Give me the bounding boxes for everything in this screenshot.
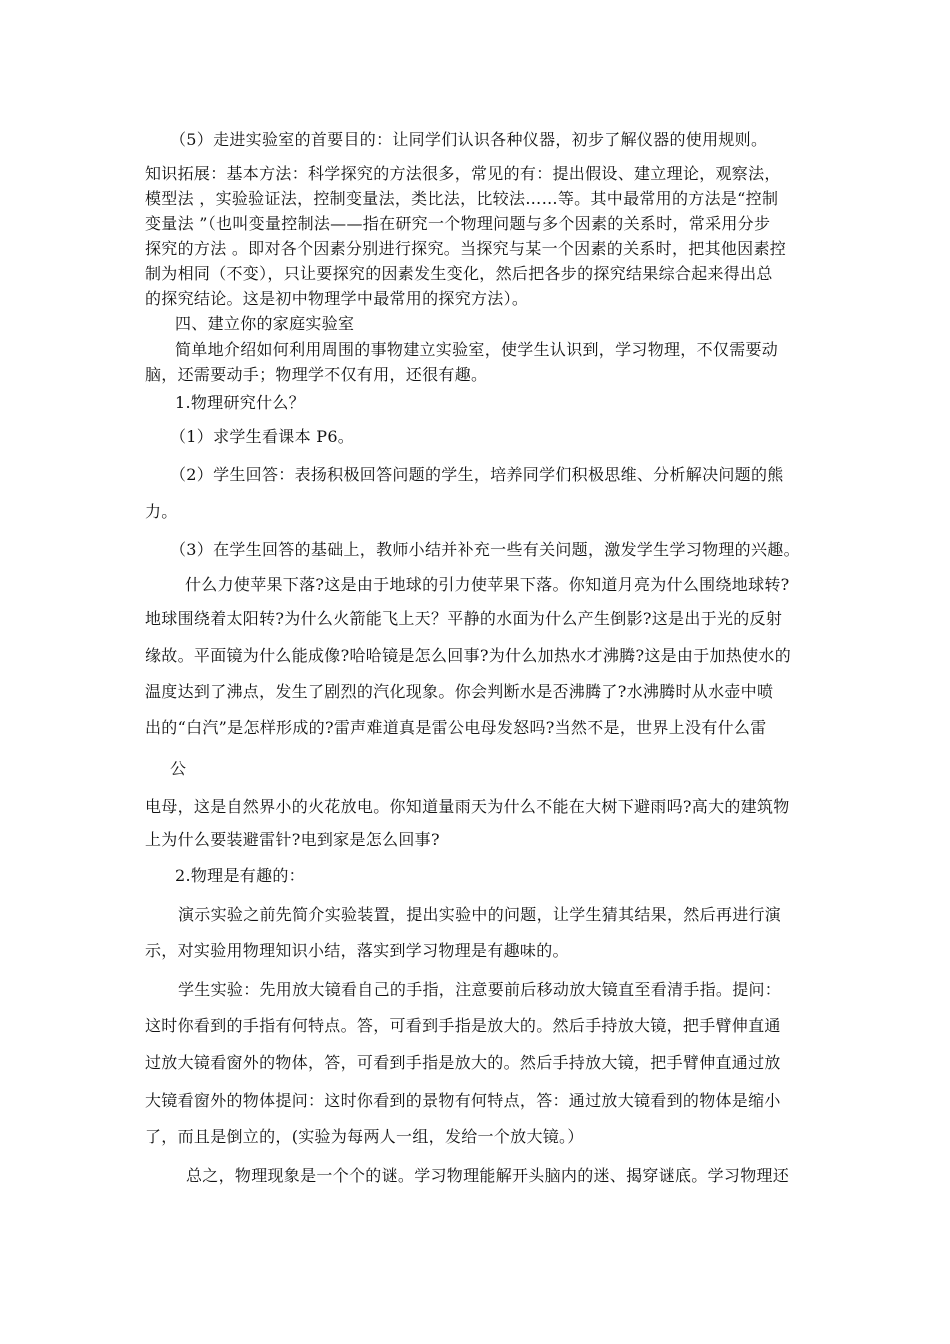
questions-line-5: 出的“白汽”是怎样形成的?雷声难道真是雷公电母发怒吗?当然不是，世界上没有什么雷 [145, 718, 767, 737]
knowledge-extension-line-4: 探究的方法 。即对各个因素分别进行探究。当探究与某一个因素的关系时，把其他因素控 [145, 239, 787, 258]
knowledge-extension-line-5: 制为相同（不变），只让要探究的因素发生变化，然后把各步的探究结果综合起来得出总 [145, 264, 773, 283]
questions-line-2: 地球围绕着太阳转?为什么火箭能飞上天？平静的水面为什么产生倒影?这是出于光的反射 [145, 609, 783, 628]
summary-paragraph-line-1: 总之，物理现象是一个个的谜。学习物理能解开头脑内的迷、揭穿谜底。学习物理还 [186, 1166, 790, 1185]
demo-paragraph-line-1: 演示实验之前先简介实验装置，提出实验中的问题，让学生猜其结果，然后再进行演 [178, 905, 782, 924]
item-textbook-p6: （1）求学生看课本 P6。 [170, 427, 355, 446]
subheading-physics-is-fun: 2.物理是有趣的： [175, 866, 305, 885]
demo-paragraph-line-2: 示，对实验用物理知识小结，落实到学习物理是有趣味的。 [145, 941, 569, 960]
item-student-answer-line-2: 力。 [145, 502, 178, 521]
questions-line-3: 缘故。平面镜为什么能成像?哈哈镜是怎么回事?为什么加热水才沸腾?这是由于加热使水的 [145, 646, 792, 665]
questions-line-4: 温度达到了沸点，发生了剧烈的汽化现象。你会判断水是否沸腾了?水沸腾时从水壶中喷 [145, 682, 774, 701]
questions-line-6: 公 [170, 759, 187, 778]
paragraph-instrument-goal: （5）走进实验室的首要目的：让同学们认识各种仪器，初步了解仪器的使用规则。 [170, 130, 768, 149]
subheading-what-physics-studies: 1.物理研究什么？ [175, 393, 305, 412]
home-lab-intro-line-1: 简单地介绍如何利用周围的事物建立实验室，使学生认识到，学习物理，不仅需要动 [175, 340, 779, 359]
knowledge-extension-line-3: 变量法 ”（也叫变量控制法——指在研究一个物理问题与多个因素的关系时，常采用分步 [145, 214, 771, 233]
experiment-paragraph-line-5: 了，而且是倒立的，(实验为每两人一组，发给一个放大镜。） [145, 1127, 584, 1146]
item-student-answer-line-1: （2）学生回答：表扬积极回答问题的学生，培养同学们积极思维、分析解决问题的熊 [170, 465, 784, 484]
knowledge-extension-line-2: 模型法 ，实验验证法，控制变量法，类比法，比较法……等。其中最常用的方法是“控制 [145, 189, 779, 208]
experiment-paragraph-line-1: 学生实验：先用放大镜看自己的手指，注意要前后移动放大镜直至看清手指。提问： [178, 980, 782, 999]
home-lab-intro-line-2: 脑，还需要动手；物理学不仅有用，还很有趣。 [145, 365, 488, 384]
questions-line-8: 上为什么要装避雷针?电到家是怎么回事? [145, 830, 440, 849]
knowledge-extension-line-1: 知识拓展：基本方法：科学探究的方法很多，常见的有：提出假设、建立理论，观察法， [145, 164, 781, 183]
questions-line-7: 电母，这是自然界小的火花放电。你知道量雨天为什么不能在大树下避雨吗?高大的建筑物 [145, 797, 790, 816]
experiment-paragraph-line-2: 这时你看到的手指有何特点。答，可看到手指是放大的。然后手持放大镜，把手臂伸直通 [145, 1016, 781, 1035]
item-teacher-summary: （3）在学生回答的基础上，教师小结并补充一些有关问题，激发学生学习物理的兴趣。 [170, 540, 800, 559]
section-heading-home-lab: 四、建立你的家庭实验室 [175, 314, 355, 333]
knowledge-extension-line-6: 的探究结论。这是初中物理学中最常用的探究方法）。 [145, 289, 529, 308]
experiment-paragraph-line-4: 大镜看窗外的物体提问：这时你看到的景物有何特点，答：通过放大镜看到的物体是缩小 [145, 1091, 781, 1110]
experiment-paragraph-line-3: 过放大镜看窗外的物体，答，可看到手指是放大的。然后手持放大镜，把手臂伸直通过放 [145, 1053, 781, 1072]
questions-line-1: 什么力使苹果下落?这是由于地球的引力使苹果下落。你知道月亮为什么围绕地球转? [185, 575, 790, 594]
